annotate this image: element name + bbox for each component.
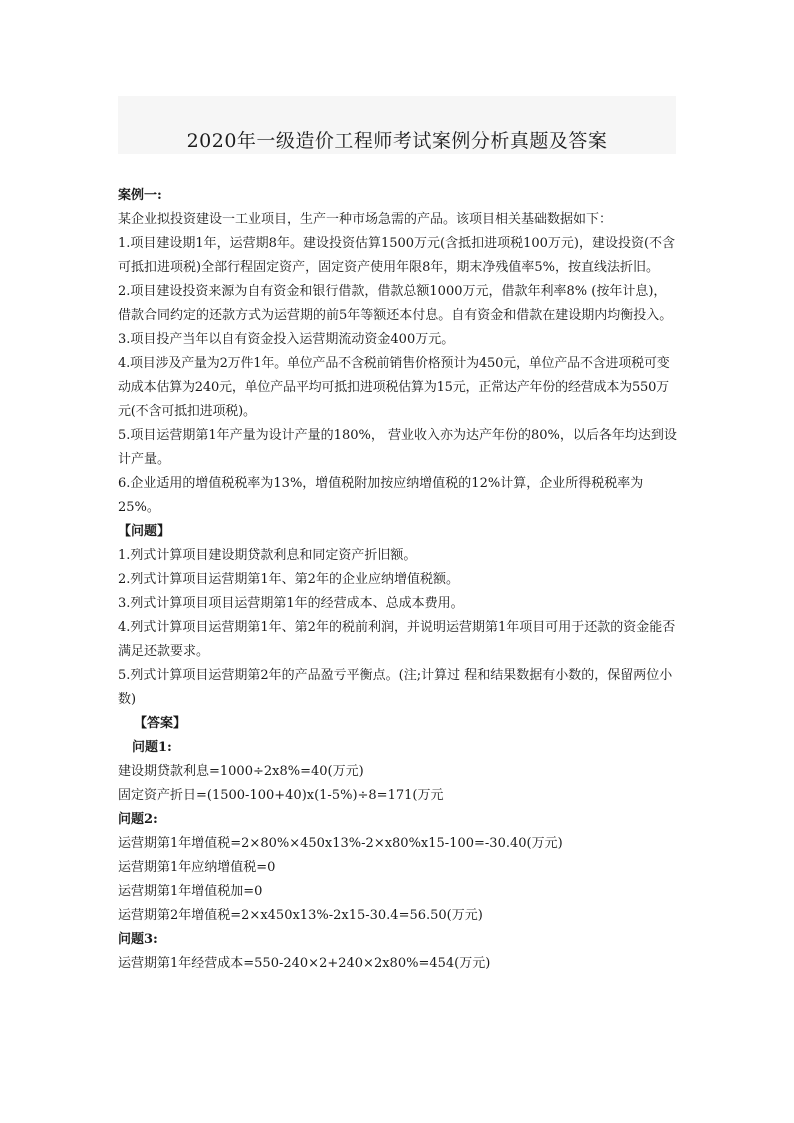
answer-q2-label: 问题2: bbox=[118, 812, 158, 827]
document-body bbox=[118, 184, 678, 976]
answer-q2-line-4: 运营期第2年增值税=2×x450x13%-2x15-30.4=56.50(万元) bbox=[118, 908, 483, 923]
case-item-5: 5.项目运营期第1年产量为设计产量的180%， 营业收入亦为达产年份的80%，以后各年均达到设计产量。 bbox=[118, 428, 677, 467]
question-2: 2.列式计算项目运营期第1年、第2年的企业应纳增值税额。 bbox=[118, 572, 459, 587]
questions-heading: 【问题】 bbox=[118, 524, 171, 539]
answer-q1-line-2: 固定资产折日=(1500-100+40)x(1-5%)÷8=171(万元 bbox=[118, 788, 444, 803]
case-item-2: 2.项目建设投资来源为自有资金和银行借款，借款总额1000万元，借款年利率8% (按年计息)，借款合同约定的还款方式为运营期的前5年等额还本付息。自有资金和借款在建设期内均衡投入。 bbox=[118, 284, 673, 323]
case-item-3: 3.项目投产当年以自有资金投入运营期流动资金400万元。 bbox=[118, 332, 455, 347]
answer-q3-line-1: 运营期第1年经营成本=550-240×2+240×2x80%=454(万元) bbox=[118, 956, 491, 971]
answer-q2-line-2: 运营期第1年应纳增值税=0 bbox=[118, 860, 276, 875]
answer-q2-line-1: 运营期第1年增值税=2×80%×450x13%-2×x80%x15-100=-30.40(万元) bbox=[118, 836, 563, 851]
answer-q1-line-1: 建设期贷款利息=1000÷2x8%=40(万元) bbox=[118, 764, 364, 779]
case-item-1: 1.项目建设期1年，运营期8年。建设投资估算1500万元(含抵扣进项税100万元)，建设投资(不含可抵扣进项税)全部行程固定资产，固定资产使用年限8年，期末净残值率5%，按直线法折旧。 bbox=[118, 236, 676, 275]
answers-heading: 【答案】 bbox=[134, 716, 187, 731]
question-3: 3.列式计算项目项目运营期第1年的经营成本、总成本费用。 bbox=[118, 596, 464, 611]
answer-q2-line-3: 运营期第1年增值税加=0 bbox=[118, 884, 263, 899]
case-heading: 案例一: bbox=[118, 188, 162, 203]
answer-q3-label: 问题3: bbox=[118, 932, 158, 947]
question-1: 1.列式计算项目建设期贷款利息和同定资产折旧额。 bbox=[118, 548, 417, 563]
case-item-6: 6.企业适用的增值税税率为13%，增值税附加按应纳增值税的12%计算，企业所得税税率为25%。 bbox=[118, 476, 644, 515]
question-5: 5.列式计算项目运营期第2年的产品盈亏平衡点。(注;计算过 程和结果数据有小数的，保留两位小数) bbox=[118, 668, 673, 707]
answer-q1-label: 问题1: bbox=[132, 740, 172, 755]
page-title: 2020年一级造价工程师考试案例分析真题及答案 bbox=[186, 130, 608, 152]
question-4: 4.列式计算项目运营期第1年、第2年的税前利润，并说明运营期第1年项目可用于还款的资金能否满足还款要求。 bbox=[118, 620, 676, 659]
case-intro: 某企业拟投资建设一工业项目，生产一种市场急需的产品。该项目相关基础数据如下： bbox=[118, 212, 613, 227]
case-item-4: 4.项目涉及产量为2万件1年。单位产品不含税前销售价格预计为450元，单位产品不含进项税可变动成本估算为240元，单位产品平均可抵扣进项税估算为15元，正常达产年份的经营成本为550万元(不含可抵扣进项税)。 bbox=[118, 356, 670, 419]
